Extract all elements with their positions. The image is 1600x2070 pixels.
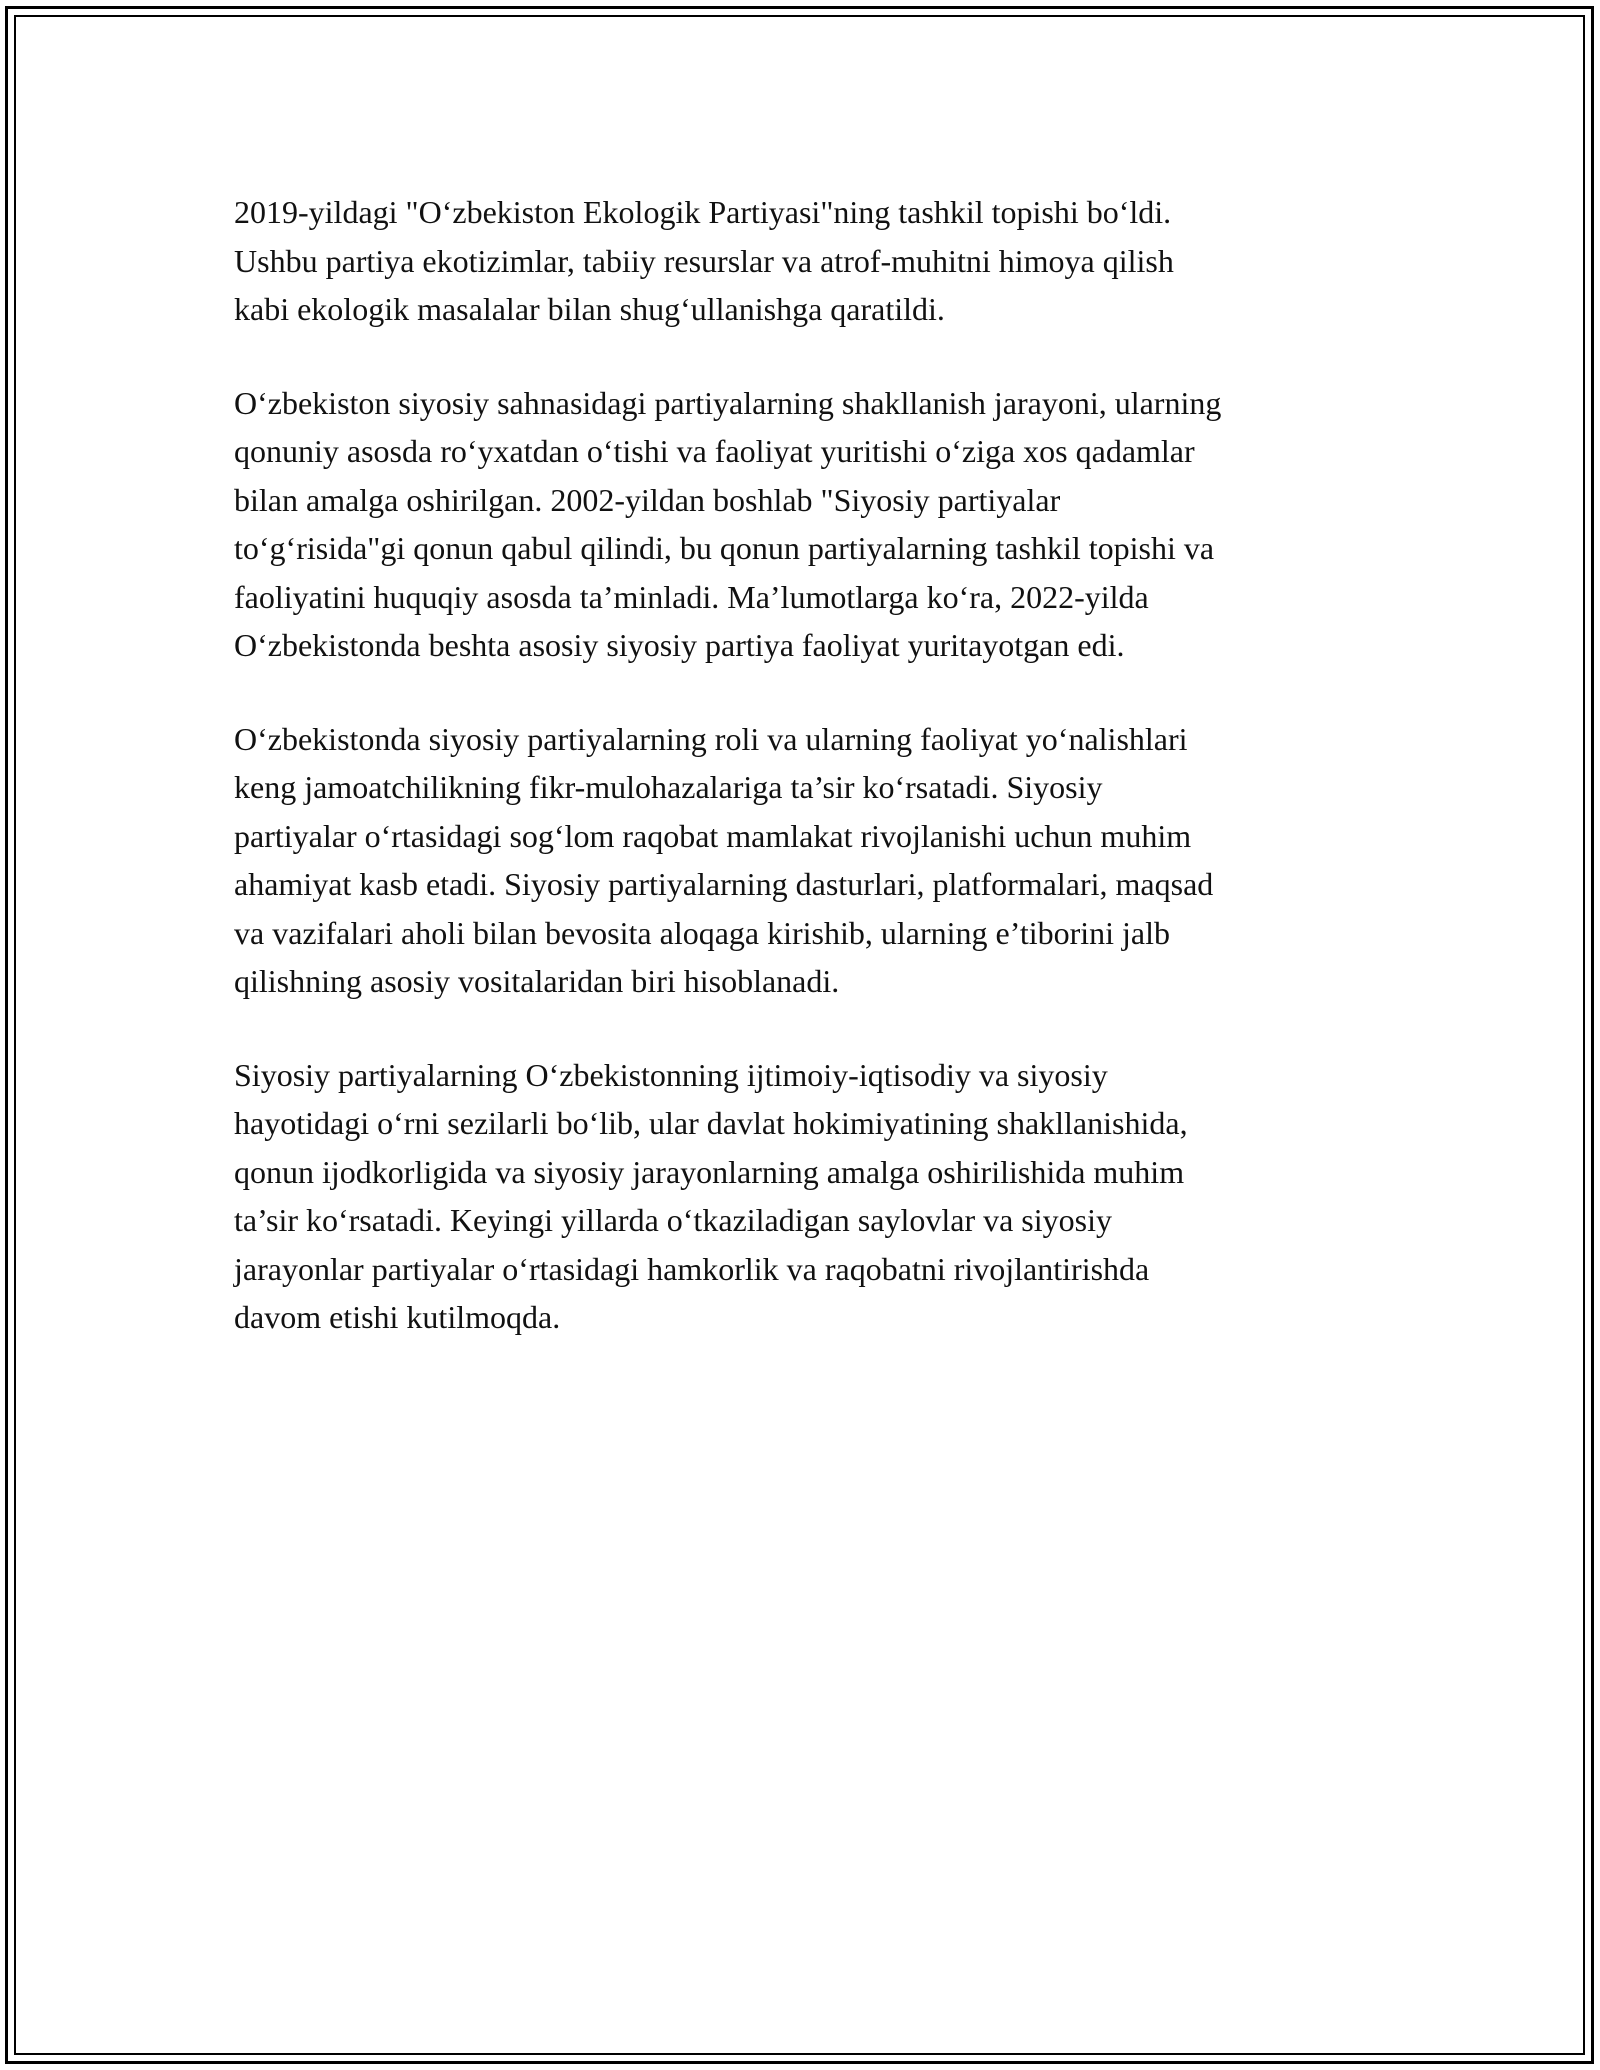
paragraph-2: O‘zbekiston siyosiy sahnasidagi partiyalarning shakllanish jarayoni, ularning qonuniy asosda ro‘yxatdan o‘tishi va faoliyat yuritishi o‘ziga xos qadamlar bilan amalga oshirilgan. 2002-yildan boshlab "Siyosiy partiyalar to‘g‘risida"gi qonun qabul qilindi, bu qonun partiyalarning tashkil topishi va faoliyatini huquqiy asosda ta’minladi. Ma’lumotlarga ko‘ra, 2022-yilda O‘zbekistonda beshta asosiy siyosiy partiya faoliyat yuritayotgan edi. <box>234 384 1222 663</box>
paragraph-3: O‘zbekistonda siyosiy partiyalarning roli va ularning faoliyat yo‘nalishlari keng jamoatchilikning fikr-mulohazalariga ta’sir ko‘rsatadi. Siyosiy partiyalar o‘rtasidagi sog‘lom raqobat mamlakat rivojlanishi uchun muhim ahamiyat kasb etadi. Siyosiy partiyalarning dasturlari, platformalari, maqsad va vazifalari aholi bilan bevosita aloqaga kirishib, ularning e’tiborini jalb qilishning asosiy vositalaridan biri hisoblanadi. <box>234 720 1214 999</box>
document-body <box>234 188 1374 1387</box>
paragraph-1: 2019-yildagi "O‘zbekiston Ekologik Partiyasi"ning tashkil topishi bo‘ldi. Ushbu partiya ekotizimlar, tabiiy resurslar va atrof-muhitni himoya qilish kabi ekologik masalalar bilan shug‘ullanishga qaratildi. <box>234 194 1174 327</box>
paragraph-4: Siyosiy partiyalarning O‘zbekistonning ijtimoiy-iqtisodiy va siyosiy hayotidagi o‘rni sezilarli bo‘lib, ular davlat hokimiyatining shakllanishida, qonun ijodkorligida va siyosiy jarayonlarning amalga oshirilishida muhim ta’sir ko‘rsatadi. Keyingi yillarda o‘tkaziladigan saylovlar va siyosiy jarayonlar partiyalar o‘rtasidagi hamkorlik va raqobatni rivojlantirishda davom etishi kutilmoqda. <box>234 1056 1188 1335</box>
